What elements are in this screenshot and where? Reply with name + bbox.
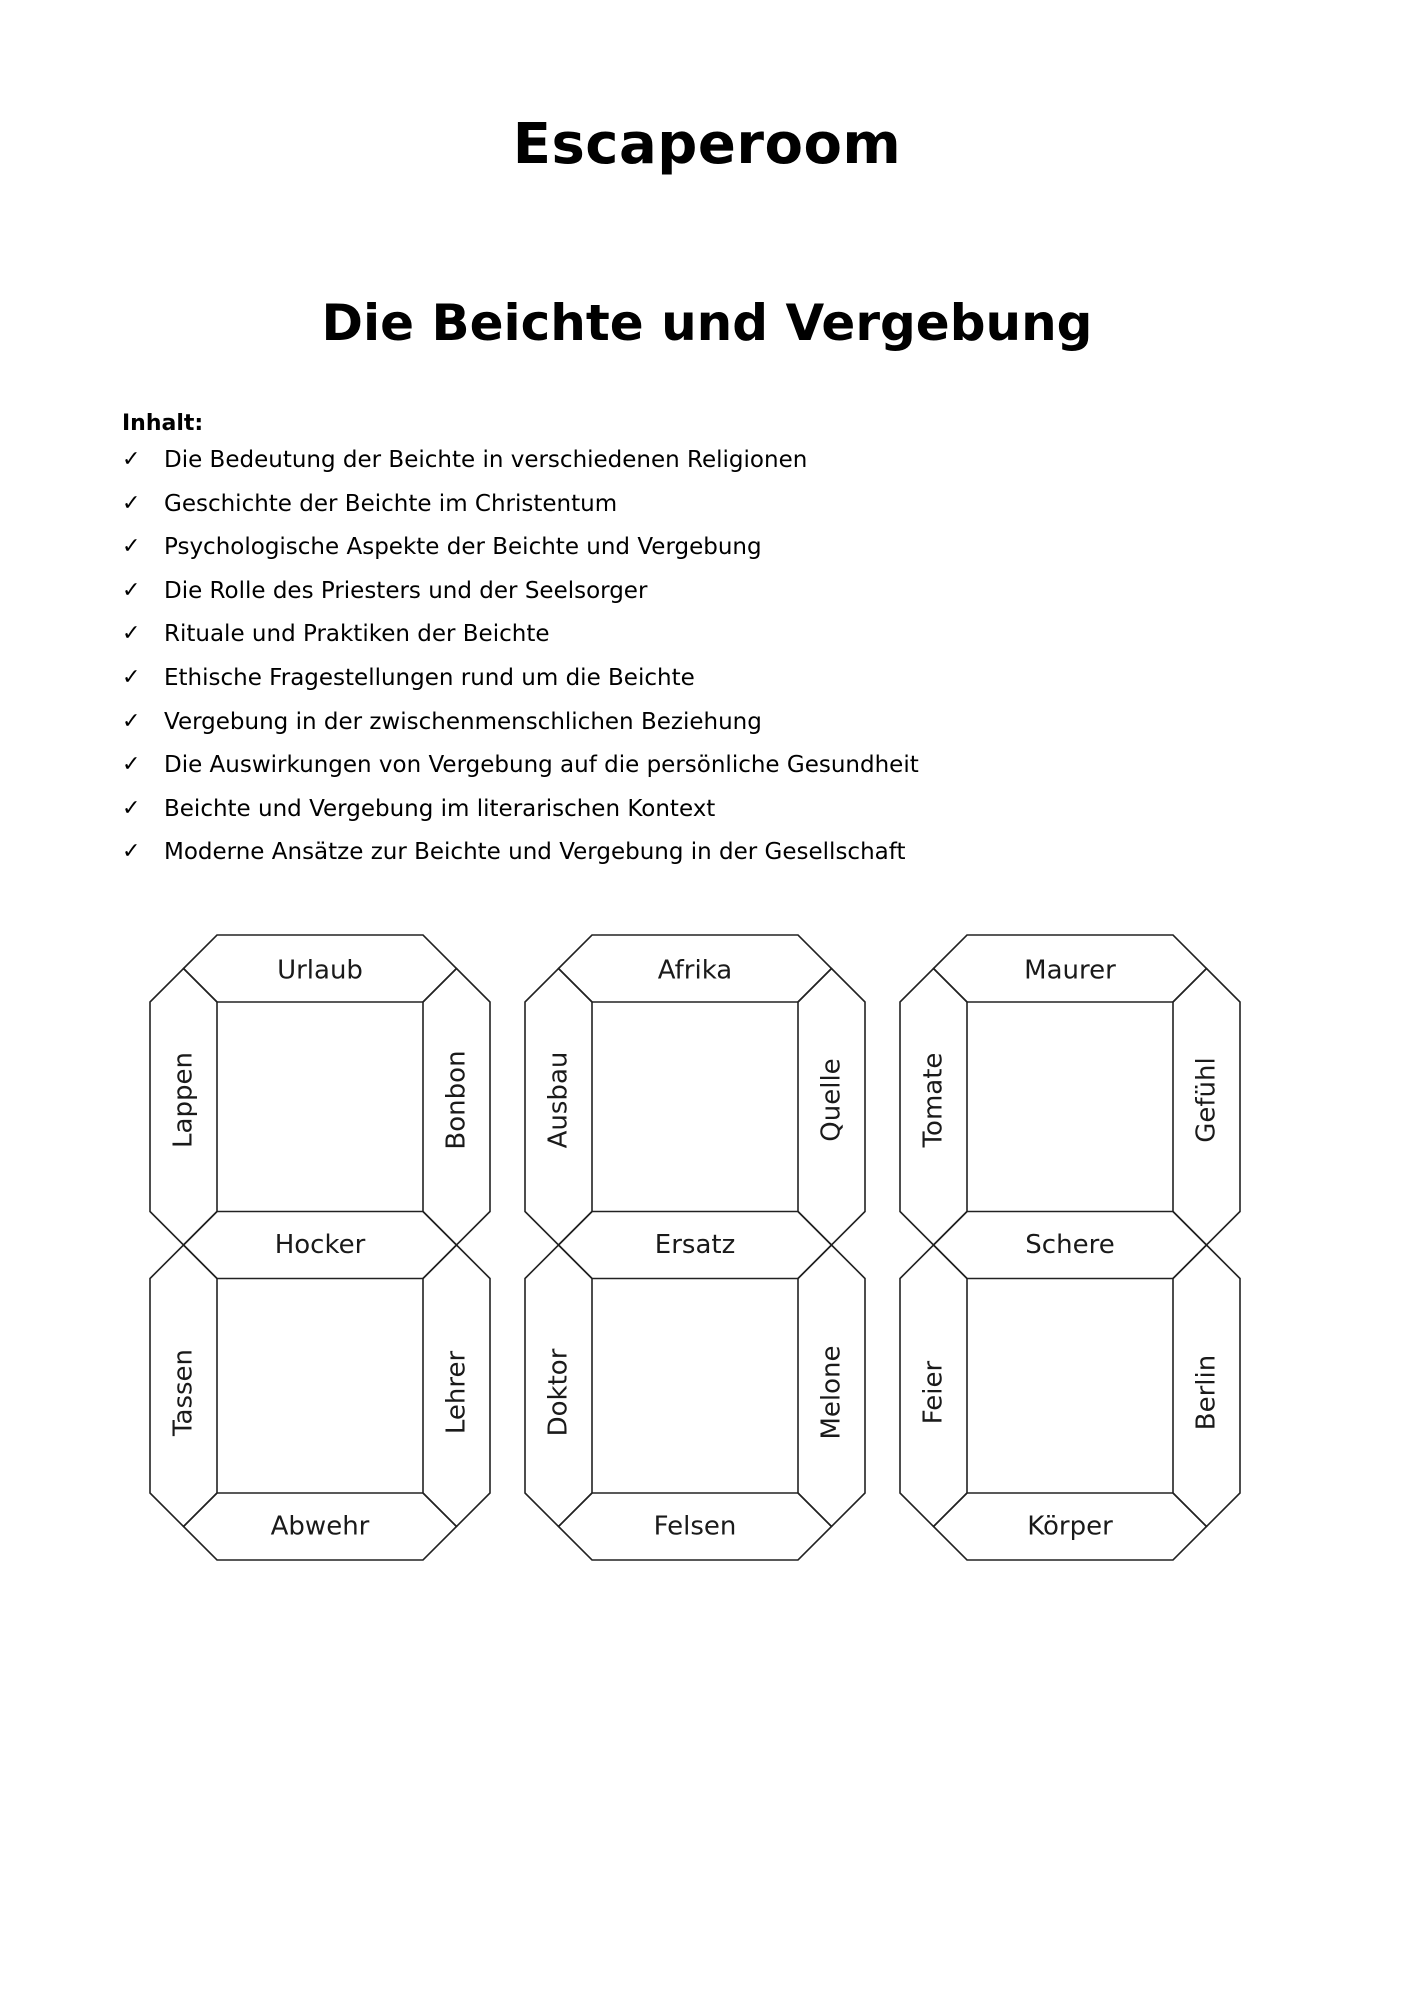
segment-label-bottom: Körper [1027,1511,1113,1542]
contents-label: Inhalt: [122,411,204,436]
check-icon: ✓ [122,490,141,516]
list-item: ✓ Beichte und Vergebung im literarischen Kontext [122,795,716,822]
segment-label-top: Afrika [657,955,733,986]
page-subtitle: Die Beichte und Vergebung [321,294,1093,352]
check-icon: ✓ [122,577,141,603]
check-icon: ✓ [122,621,141,647]
check-icon: ✓ [122,839,141,865]
list-item: ✓ Die Auswirkungen von Vergebung auf die persönliche Gesundheit [122,752,919,779]
segment-label-upper-right: Gefühl [1191,1057,1222,1143]
segment-label-lower-left: Tassen [168,1348,199,1437]
list-item: ✓ Geschichte der Beichte im Christentum [122,490,618,517]
page-title: Escaperoom [512,112,902,177]
list-item: ✓ Psychologische Aspekte der Beichte und Vergebung [122,534,762,561]
check-icon: ✓ [122,664,141,690]
segment-label-middle: Hocker [274,1230,366,1260]
list-item: ✓ Die Bedeutung der Beichte in verschiedenen Religionen [122,447,808,473]
segment-label-top: Maurer [1024,955,1116,986]
list-item: ✓ Moderne Ansätze zur Beichte und Vergebung in der Gesellschaft [122,839,906,866]
list-item: ✓ Vergebung in der zwischenmenschlichen Beziehung [122,708,762,735]
segment-label-bottom: Felsen [653,1511,737,1542]
segment-label-middle: Ersatz [654,1230,736,1260]
check-icon: ✓ [122,534,141,560]
segment-label-upper-left: Ausbau [543,1051,574,1149]
segment-label-upper-left: Lappen [168,1052,199,1148]
list-item: ✓ Ethische Fragestellungen rund um die Beichte [122,664,695,691]
segment-label-upper-left: Tomate [918,1052,949,1148]
check-icon: ✓ [122,447,141,472]
check-icon: ✓ [122,708,141,734]
list-item: ✓ Die Rolle des Priesters und der Seelsorger [122,577,648,604]
segment-label-lower-right: Berlin [1191,1354,1222,1431]
check-icon: ✓ [122,795,141,821]
segment-label-lower-right: Melone [816,1345,847,1440]
segment-label-upper-right: Quelle [816,1058,847,1142]
segment-label-middle: Schere [1025,1230,1115,1260]
check-icon: ✓ [122,752,141,778]
segment-label-bottom: Abwehr [270,1511,370,1542]
segment-label-lower-right: Lehrer [441,1350,472,1435]
segment-label-top: Urlaub [277,955,363,986]
segment-label-upper-right: Bonbon [441,1050,472,1150]
list-item: ✓ Rituale und Praktiken der Beichte [122,621,550,648]
segment-label-lower-left: Feier [918,1360,949,1425]
segment-label-lower-left: Doktor [543,1348,574,1437]
